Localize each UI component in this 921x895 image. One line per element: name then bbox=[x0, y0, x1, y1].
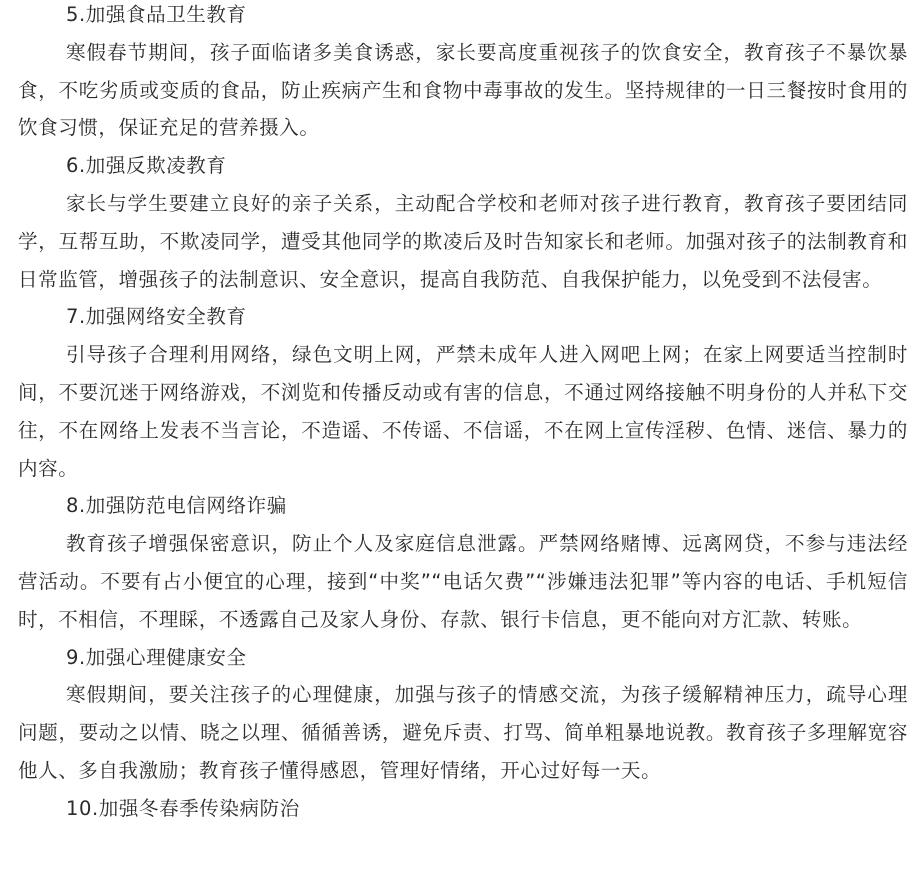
section-heading-infectious-disease: 10.加强冬春季传染病防治 bbox=[66, 796, 300, 820]
article-body bbox=[18, 0, 908, 828]
section-paragraph-network-safety: 引导孩子合理利用网络，绿色文明上网，严禁未成年人进入网吧上网；在家上网要适当控制时间，不要沉迷于网络游戏，不浏览和传播反动或有害的信息，不通过网络接触不明身份的人并私下交往，不在网络上发表不当言论，不造谣、不传谣、不信谣，不在网上宣传淫秽、色情、迷信、暴力的内容。 bbox=[18, 343, 908, 480]
section-heading-anti-bullying: 6.加强反欺凌教育 bbox=[66, 154, 227, 178]
section-paragraph-food-hygiene: 寒假春节期间，孩子面临诸多美食诱惑，家长要高度重视孩子的饮食安全，教育孩子不暴饮暴食，不吃劣质或变质的食品，防止疾病产生和食物中毒事故的发生。坚持规律的一日三餐按时食用的饮食习惯，保证充足的营养摄入。 bbox=[18, 40, 908, 140]
section-heading-network-safety: 7.加强网络安全教育 bbox=[66, 305, 247, 329]
section-paragraph-telecom-fraud: 教育孩子增强保密意识，防止个人及家庭信息泄露。严禁网络赌博、远离网贷，不参与违法经营活动。不要有占小便宜的心理，接到“中奖”“电话欠费”“涉嫌违法犯罪”等内容的电话、手机短信时，不相信，不理睬，不透露自己及家人身份、存款、银行卡信息，更不能向对方汇款、转账。 bbox=[18, 532, 908, 631]
section-heading-mental-health: 9.加强心理健康安全 bbox=[66, 645, 247, 669]
section-paragraph-mental-health: 寒假期间，要关注孩子的心理健康，加强与孩子的情感交流，为孩子缓解精神压力，疏导心理问题，要动之以情、晓之以理、循循善诱，避免斥责、打骂、简单粗暴地说教。教育孩子多理解宽容他人、多自我激励；教育孩子懂得感恩，管理好情绪，开心过好每一天。 bbox=[18, 683, 908, 782]
section-heading-food-hygiene: 5.加强食品卫生教育 bbox=[66, 3, 247, 26]
section-heading-telecom-fraud: 8.加强防范电信网络诈骗 bbox=[66, 494, 287, 518]
section-paragraph-anti-bullying: 家长与学生要建立良好的亲子关系，主动配合学校和老师对孩子进行教育，教育孩子要团结同学，互帮互助，不欺凌同学，遭受其他同学的欺凌后及时告知家长和老师。加强对孩子的法制教育和日常监管，增强孩子的法制意识、安全意识，提高自我防范、自我保护能力，以免受到不法侵害。 bbox=[18, 191, 908, 291]
